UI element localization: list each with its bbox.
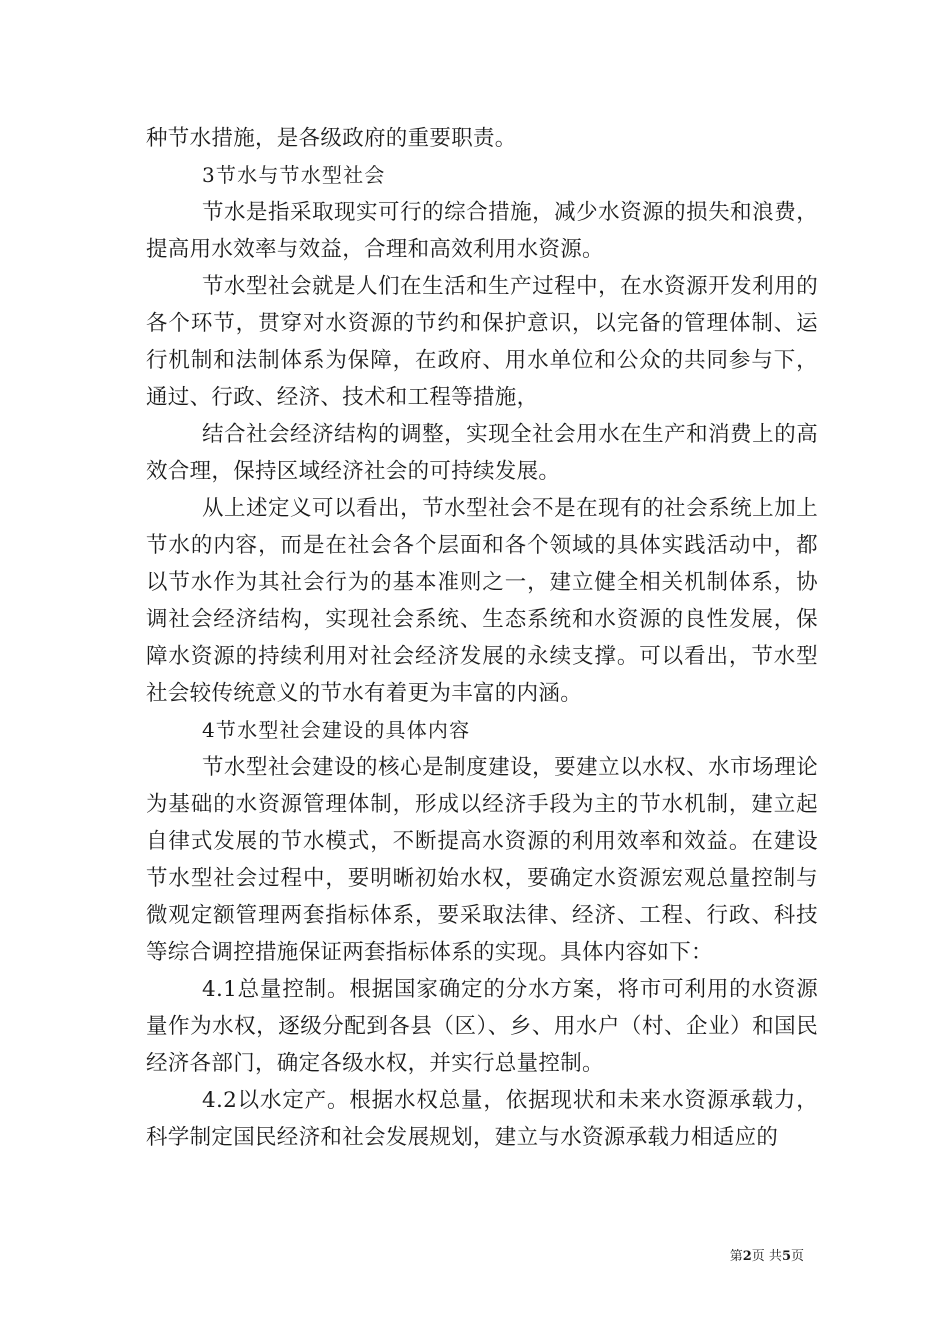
paragraph-8: 节水型社会建设的核心是制度建设，要建立以水权、水市场理论为基础的水资源管理体制，形成以经济手段为主的节水机制，建立起自律式发展的节水模式，不断提高水资源的利用效率和效益。在建设节水型社会过程中，要明晰初始水权，要确定水资源宏观总量控制与微观定额管理两套指标体系，要采取法律、经济、工程、行政、科技等综合调控措施保证两套指标体系的实现。具体内容如下： [146, 755, 818, 965]
footer-prefix: 第 [729, 1249, 743, 1264]
footer-middle: 页 共 [751, 1249, 782, 1264]
footer-suffix: 页 [790, 1249, 804, 1264]
paragraph-6: 从上述定义可以看出，节水型社会不是在现有的社会系统上加上节水的内容，而是在社会各个层面和各个领域的具体实践活动中，都以节水作为其社会行为的基本准则之一，建立健全相关机制体系，协调社会经济结构，实现社会系统、生态系统和水资源的良性发展，保障水资源的持续利用对社会经济发展的永续支撑。可以看出，节水型社会较传统意义的节水有着更为丰富的内涵。 [146, 496, 818, 706]
section-heading-4: 4节水型社会建设的具体内容 [202, 718, 471, 742]
page-number-footer [730, 1248, 804, 1266]
document-body [146, 120, 818, 1156]
paragraph-4: 节水型社会就是人们在生活和生产过程中，在水资源开发利用的各个环节，贯穿对水资源的节约和保护意识，以完备的管理体制、运行机制和法制体系为保障，在政府、用水单位和公众的共同参与下，通过、行政、经济、技术和工程等措施， [146, 274, 818, 410]
paragraph-9: 4.1总量控制。根据国家确定的分水方案，将市可利用的水资源量作为水权，逐级分配到各县（区）、乡、用水户（村、企业）和国民经济各部门，确定各级水权，并实行总量控制。 [146, 977, 818, 1076]
footer-total-pages: 5 [781, 1249, 791, 1264]
paragraph-3: 节水是指采取现实可行的综合措施，减少水资源的损失和浪费，提高用水效率与效益，合理和高效利用水资源。 [146, 200, 818, 262]
footer-current-page: 2 [742, 1249, 752, 1264]
paragraph-10: 4.2以水定产。根据水权总量，依据现状和未来水资源承载力，科学制定国民经济和社会发展规划，建立与水资源承载力相适应的 [146, 1088, 818, 1150]
section-heading-3: 3节水与节水型社会 [202, 163, 386, 187]
paragraph-1: 种节水措施，是各级政府的重要职责。 [146, 126, 517, 151]
paragraph-5: 结合社会经济结构的调整，实现全社会用水在生产和消费上的高效合理，保持区域经济社会的可持续发展。 [146, 422, 818, 484]
